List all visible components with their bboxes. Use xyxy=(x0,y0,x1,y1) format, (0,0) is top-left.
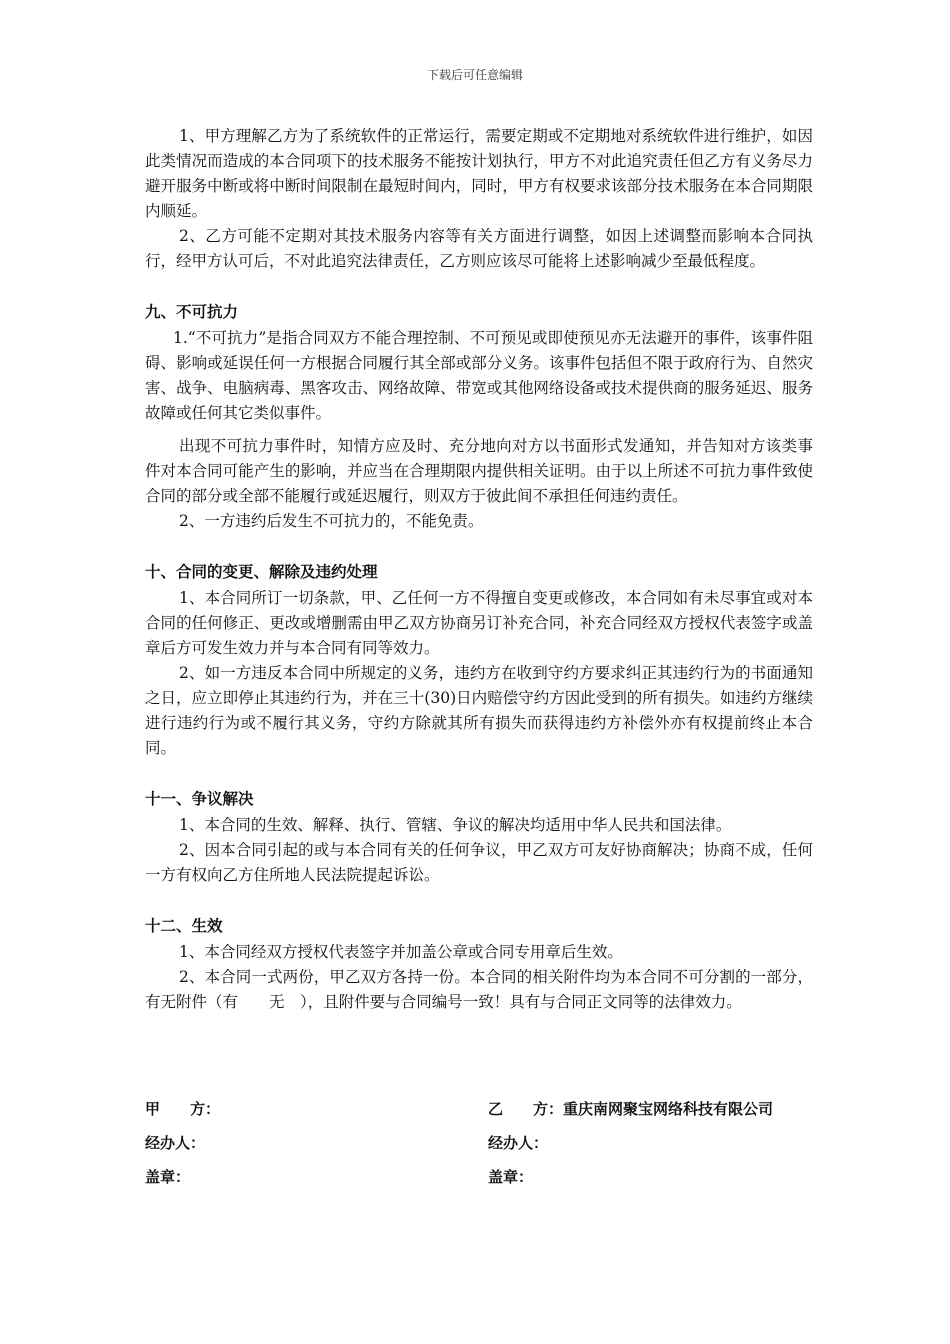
party-a-handler: 经办人： xyxy=(145,1133,206,1152)
clause-12-1: 1、本合同经双方授权代表签字并加盖公章或合同专用章后生效。 xyxy=(179,943,623,961)
section-10-title: 十、合同的变更、解除及违约处理 xyxy=(145,563,378,581)
page-header: 下载后可任意编辑 xyxy=(426,68,523,82)
signature-row-seal xyxy=(145,1159,813,1193)
signature-row-party xyxy=(145,1091,813,1125)
contract-body xyxy=(145,124,813,1015)
party-b-seal: 盖章： xyxy=(488,1167,534,1186)
section-12-title: 十二、生效 xyxy=(145,917,223,935)
clause-8-2: 2、乙方可能不定期对其技术服务内容等有关方面进行调整，如因上述调整而影响本合同执行，经甲方认可后，不对此追究法律责任，乙方则应该尽可能将上述影响减少至最低程度。 xyxy=(145,227,813,270)
section-11-title: 十一、争议解决 xyxy=(145,790,254,808)
signature-block xyxy=(145,1091,813,1193)
party-a-label: 甲 方： xyxy=(145,1099,221,1118)
clause-9-2: 2、一方违约后发生不可抗力的，不能免责。 xyxy=(179,512,484,530)
party-a-seal: 盖章： xyxy=(145,1167,191,1186)
clause-11-2: 2、因本合同引起的或与本合同有关的任何争议，甲乙双方可友好协商解决；协商不成，任何一方有权向乙方住所地人民法院提起诉讼。 xyxy=(145,841,813,884)
clause-9-notice: 出现不可抗力事件时，知情方应及时、充分地向对方以书面形式发通知，并告知对方该类事件对本合同可能产生的影响，并应当在合理期限内提供相关证明。由于以上所述不可抗力事件致使合同的部分或全部不能履行或延迟履行，则双方于彼此间不承担任何违约责任。 xyxy=(145,437,813,505)
clause-11-1: 1、本合同的生效、解释、执行、管辖、争议的解决均适用中华人民共和国法律。 xyxy=(179,816,732,834)
section-9-title: 九、不可抗力 xyxy=(145,303,239,321)
party-b-handler: 经办人： xyxy=(488,1133,549,1152)
clause-10-2: 2、如一方违反本合同中所规定的义务，违约方在收到守约方要求纠正其违约行为的书面通知之日，应立即停止其违约行为，并在三十(30)日内赔偿守约方因此受到的所有损失。如违约方继续进行违约行为或不履行其义务，守约方除就其所有损失而获得违约方补偿外亦有权提前终止本合同。 xyxy=(145,664,813,757)
clause-8-1: 1、甲方理解乙方为了系统软件的正常运行，需要定期或不定期地对系统软件进行维护，如因此类情况而造成的本合同项下的技术服务不能按计划执行，甲方不对此追究责任但乙方有义务尽力避开服务中断或将中断时间限制在最短时间内，同时，甲方有权要求该部分技术服务在本合同期限内顺延。 xyxy=(145,127,813,220)
clause-10-1: 1、本合同所订一切条款，甲、乙任何一方不得擅自变更或修改，本合同如有未尽事宜或对本合同的任何修正、更改或增删需由甲乙双方协商另订补充合同，补充合同经双方授权代表签字或盖章后方可发生效力并与本合同有同等效力。 xyxy=(145,589,813,657)
clause-9-1: 1.“不可抗力”是指合同双方不能合理控制、不可预见或即使预见亦无法避开的事件，该事件阻碍、影响或延误任何一方根据合同履行其全部或部分义务。该事件包括但不限于政府行为、自然灾害、战争、电脑病毒、黑客攻击、网络故障、带宽或其他网络设备或技术提供商的服务延迟、服务故障或任何其它类似事件。 xyxy=(145,329,813,422)
signature-row-handler xyxy=(145,1125,813,1159)
clause-12-2: 2、本合同一式两份，甲乙双方各持一份。本合同的相关附件均为本合同不可分割的一部分，有无附件（有 无 ），且附件要与合同编号一致！具有与合同正文同等的法律效力。 xyxy=(145,968,813,1011)
party-b-label: 乙 方：重庆南网聚宝网络科技有限公司 xyxy=(488,1099,774,1118)
